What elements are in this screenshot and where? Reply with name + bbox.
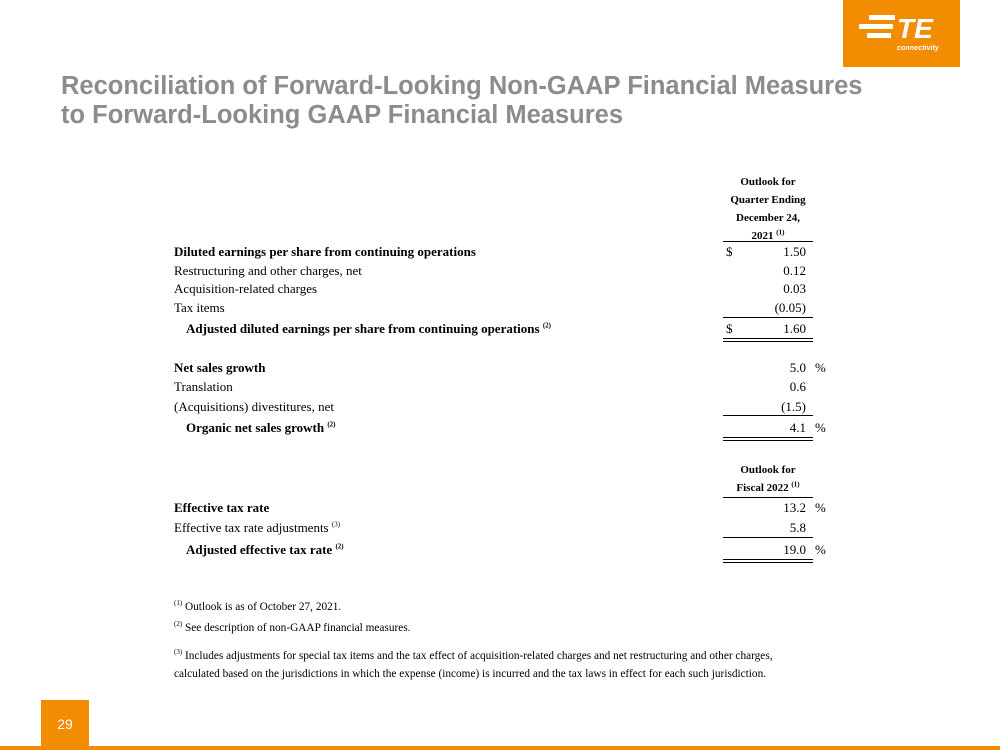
row-label: Effective tax rate adjustments $^{(3)}$ [174, 520, 341, 535]
row-label: Net sales growth [174, 360, 266, 375]
quarter-column-header [723, 173, 813, 245]
unit-label: % [815, 420, 826, 435]
quarter-header-line-2: Quarter Ending [730, 194, 806, 206]
quarter-header-line-3: December 24, [736, 212, 800, 224]
tax-row [0, 519, 1000, 537]
sales-row [0, 359, 1000, 377]
logo-tagline: connectivity [897, 45, 940, 52]
footer-accent-bar [0, 746, 1000, 750]
fiscal-header-note: (1) [791, 480, 800, 489]
quarter-header-line-4: 2021 [751, 230, 774, 242]
footnote-mark: (3) [174, 648, 183, 657]
unit-label: % [815, 500, 826, 515]
sales-row [0, 378, 1000, 396]
row-label: Tax items [174, 300, 225, 315]
row-value: 0.6 [789, 379, 806, 394]
eps-row [0, 280, 1000, 298]
title-line-1: Reconciliation of Forward-Looking Non-GAAP Financial Measures [61, 72, 863, 100]
eps-row [0, 262, 1000, 280]
row-value: 1.50 [783, 244, 806, 259]
row-label: Organic net sales growth $^{(2)}$ [186, 420, 336, 435]
row-label: Diluted earnings per share from continuing operations [174, 244, 476, 259]
footnote-mark: (2) [174, 620, 183, 629]
footnote-ref: (2) [335, 542, 344, 551]
te-logo-icon [857, 12, 949, 44]
header-underline [723, 497, 813, 498]
footnote-mark: (1) [174, 599, 183, 608]
row-label: Adjusted diluted earnings per share from continuing operations $^{(2)}$ [186, 321, 551, 336]
row-value: 0.12 [783, 263, 806, 278]
quarter-header-line-1: Outlook for [740, 176, 796, 188]
row-value: 5.8 [789, 520, 806, 535]
unit-label: % [815, 542, 826, 557]
page-title [61, 72, 961, 130]
subtotal-underline [723, 317, 813, 318]
subtotal-underline [723, 415, 813, 416]
te-connectivity-logo [843, 0, 960, 67]
row-label: Acquisition-related charges [174, 281, 318, 296]
unit-label: % [815, 360, 826, 375]
row-label: (Acquisitions) divestitures, net [174, 399, 334, 414]
footnote-3: $^{(3)}$ Includes adjustments for special tax items and the tax effect of acquisition-related charges and net restructuring and other charges, calculated based on the jurisdictions in which the expense (income) is incurred and the tax laws in effect for each such jurisdiction. [174, 648, 773, 680]
total-double-underline [723, 559, 813, 563]
header-underline [723, 241, 813, 242]
row-value: 1.60 [783, 321, 806, 336]
subtotal-underline [723, 537, 813, 538]
sales-row [0, 398, 1000, 416]
row-value: (1.5) [781, 399, 806, 414]
currency-symbol: $ [726, 321, 733, 336]
fiscal-header-line-2: Fiscal 2022 [736, 482, 789, 494]
title-line-2: to Forward-Looking GAAP Financial Measures [61, 101, 624, 129]
row-label: Translation [174, 379, 233, 394]
footnote-ref: (3) [331, 520, 341, 529]
row-value: (0.05) [774, 300, 806, 315]
footnote-ref: (2) [327, 420, 336, 429]
eps-row [0, 299, 1000, 317]
sales-total-row [0, 419, 1000, 437]
eps-total-row [0, 320, 1000, 338]
tax-row [0, 499, 1000, 517]
fiscal-header-line-1: Outlook for [740, 464, 796, 476]
fiscal-column-header [723, 461, 813, 497]
page-number: 29 [41, 700, 89, 748]
total-double-underline [723, 338, 813, 342]
footnote-1: $^{(1)}$ Outlook is as of October 27, 2021. [174, 599, 342, 613]
row-value: 19.0 [783, 542, 806, 557]
row-value: 5.0 [789, 360, 806, 375]
row-value: 13.2 [783, 500, 806, 515]
tax-total-row [0, 541, 1000, 559]
row-label: Effective tax rate [174, 500, 270, 515]
footnote-2: $^{(2)}$ See description of non-GAAP financial measures. [174, 620, 411, 634]
footnote-ref: (2) [542, 321, 551, 330]
currency-symbol: $ [726, 244, 733, 259]
logo-brand: TE [897, 13, 933, 44]
total-double-underline [723, 437, 813, 441]
row-label: Restructuring and other charges, net [174, 263, 362, 278]
quarter-header-note: (1) [776, 228, 785, 237]
row-value: 0.03 [783, 281, 806, 296]
row-value: 4.1 [789, 420, 806, 435]
row-label: Adjusted effective tax rate $^{(2)}$ [186, 542, 344, 557]
eps-row [0, 243, 1000, 261]
